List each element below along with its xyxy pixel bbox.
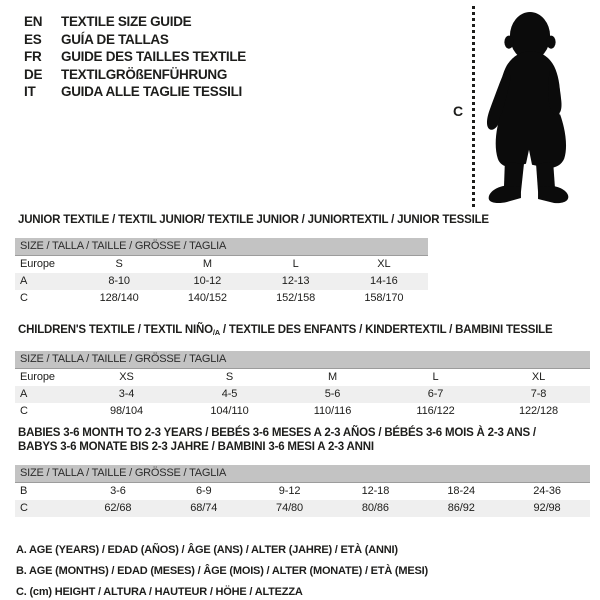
value-cell: 9-12 <box>278 485 301 497</box>
measurement-legend <box>16 540 428 600</box>
size-cell: L <box>292 258 299 270</box>
value-cell: 122/128 <box>518 405 559 417</box>
value-cell: 80/86 <box>361 502 389 514</box>
language-title: GUIDE DES TAILLES TEXTILE <box>61 49 247 64</box>
title-prefix: CHILDREN'S TEXTILE / TEXTIL NIÑO <box>18 324 213 336</box>
row-label: C <box>20 292 28 304</box>
value-cell: 62/68 <box>104 502 132 514</box>
junior-size-table <box>15 213 489 307</box>
value-cell: 152/158 <box>276 292 316 304</box>
language-title: GUIDA ALLE TAGLIE TESSILI <box>61 84 242 99</box>
value-cell: 116/122 <box>416 405 455 417</box>
language-code: IT <box>24 84 36 99</box>
row-label: C <box>20 405 28 417</box>
legend-line-b: B. AGE (MONTHS) / EDAD (MESES) / ÂGE (MOIS) / ALTER (MONATE) / ETÀ (MESI) <box>16 565 428 577</box>
value-cell: 158/170 <box>364 292 404 304</box>
language-title-list <box>24 13 246 101</box>
table-row-age-years <box>15 386 590 403</box>
size-header-bar: SIZE / TALLA / TAILLE / GRÖSSE / TAGLIA <box>15 238 428 256</box>
babies-title-line2: BABYS 3-6 MONATE BIS 2-3 JAHRE / BAMBINI 3-6 MESI A 2-3 ANNI <box>18 441 374 453</box>
height-measure-dotted-line <box>472 6 475 207</box>
table-row-height <box>15 290 428 307</box>
size-cell: S <box>115 258 123 270</box>
size-cell: XL <box>377 258 391 270</box>
value-cell: 12-13 <box>281 275 310 287</box>
value-cell: 24-36 <box>533 485 561 497</box>
language-title: TEXTILE SIZE GUIDE <box>61 14 192 29</box>
height-measure-label: C <box>453 103 464 119</box>
row-label: A <box>20 275 28 287</box>
value-cell: 104/110 <box>210 405 249 417</box>
babies-table-title <box>18 426 590 454</box>
row-label: C <box>20 502 28 514</box>
babies-title-line1: BABIES 3-6 MONTH TO 2-3 YEARS / BEBÉS 3-6 MESES A 2-3 AÑOS / BÉBÉS 3-6 MOIS À 2-3 ANS / <box>18 427 536 439</box>
language-code: FR <box>24 49 42 64</box>
value-cell: 18-24 <box>447 485 476 497</box>
value-cell: 98/104 <box>109 405 144 417</box>
value-cell: 3-6 <box>110 485 126 497</box>
row-label: Europe <box>20 371 55 383</box>
legend-line-a: A. AGE (YEARS) / EDAD (AÑOS) / ÂGE (ANS) / ALTER (JAHRE) / ETÀ (ANNI) <box>16 544 398 556</box>
value-cell: 92/98 <box>533 502 561 514</box>
row-label: A <box>20 388 28 400</box>
title-subscript: /A <box>212 328 220 337</box>
value-cell: 6-7 <box>427 388 444 400</box>
table-row-europe <box>15 369 590 386</box>
size-cell: M <box>202 258 212 270</box>
language-code: DE <box>24 66 43 82</box>
size-cell: XL <box>531 371 546 383</box>
row-label: Europe <box>20 258 55 270</box>
language-row-de <box>24 66 246 84</box>
value-cell: 68/74 <box>190 502 218 514</box>
table-row-europe <box>15 256 428 273</box>
children-table-title <box>18 323 590 340</box>
value-cell: 12-18 <box>361 485 390 497</box>
table-row-age-years <box>15 273 428 290</box>
value-cell: 7-8 <box>530 388 547 400</box>
language-row-en <box>24 13 246 31</box>
value-cell: 3-4 <box>118 388 135 400</box>
language-title: GUÍA DE TALLAS <box>61 31 169 47</box>
value-cell: 140/152 <box>187 292 227 304</box>
size-header-bar: SIZE / TALLA / TAILLE / GRÖSSE / TAGLIA <box>15 465 590 483</box>
value-cell: 14-16 <box>370 275 398 287</box>
value-cell: 5-6 <box>324 388 341 400</box>
language-title: TEXTILGRÖßENFÜHRUNG <box>61 66 228 82</box>
size-header-bar: SIZE / TALLA / TAILLE / GRÖSSE / TAGLIA <box>15 351 590 369</box>
size-cell: S <box>225 371 234 383</box>
value-cell: 4-5 <box>221 388 238 400</box>
language-code: EN <box>24 14 43 29</box>
babies-size-table <box>15 426 590 517</box>
value-cell: 6-9 <box>195 485 212 497</box>
junior-table-title: JUNIOR TEXTILE / TEXTIL JUNIOR/ TEXTILE JUNIOR / JUNIORTEXTIL / JUNIOR TESSILE <box>18 214 489 226</box>
size-cell: L <box>432 371 439 383</box>
language-row-es <box>24 31 246 49</box>
title-suffix: / TEXTILE DES ENFANTS / KINDERTEXTIL / BAMBINI TESSILE <box>219 324 553 336</box>
value-cell: 110/116 <box>313 405 352 417</box>
value-cell: 74/80 <box>276 502 304 514</box>
table-row-age-months <box>15 483 590 500</box>
size-cell: XS <box>119 371 134 383</box>
value-cell: 128/140 <box>99 292 139 304</box>
toddler-silhouette-image <box>479 9 581 210</box>
legend-line-c: C. (cm) HEIGHT / ALTURA / HAUTEUR / HÖHE / ALTEZZA <box>16 586 303 598</box>
language-row-it <box>24 83 246 101</box>
value-cell: 86/92 <box>447 502 475 514</box>
language-row-fr <box>24 48 246 66</box>
language-code: ES <box>24 31 42 47</box>
value-cell: 8-10 <box>108 275 130 287</box>
row-label: B <box>20 485 28 497</box>
table-row-height <box>15 500 590 517</box>
size-cell: M <box>327 371 338 383</box>
children-size-table <box>15 323 590 420</box>
value-cell: 10-12 <box>193 275 222 287</box>
table-row-height <box>15 403 590 420</box>
